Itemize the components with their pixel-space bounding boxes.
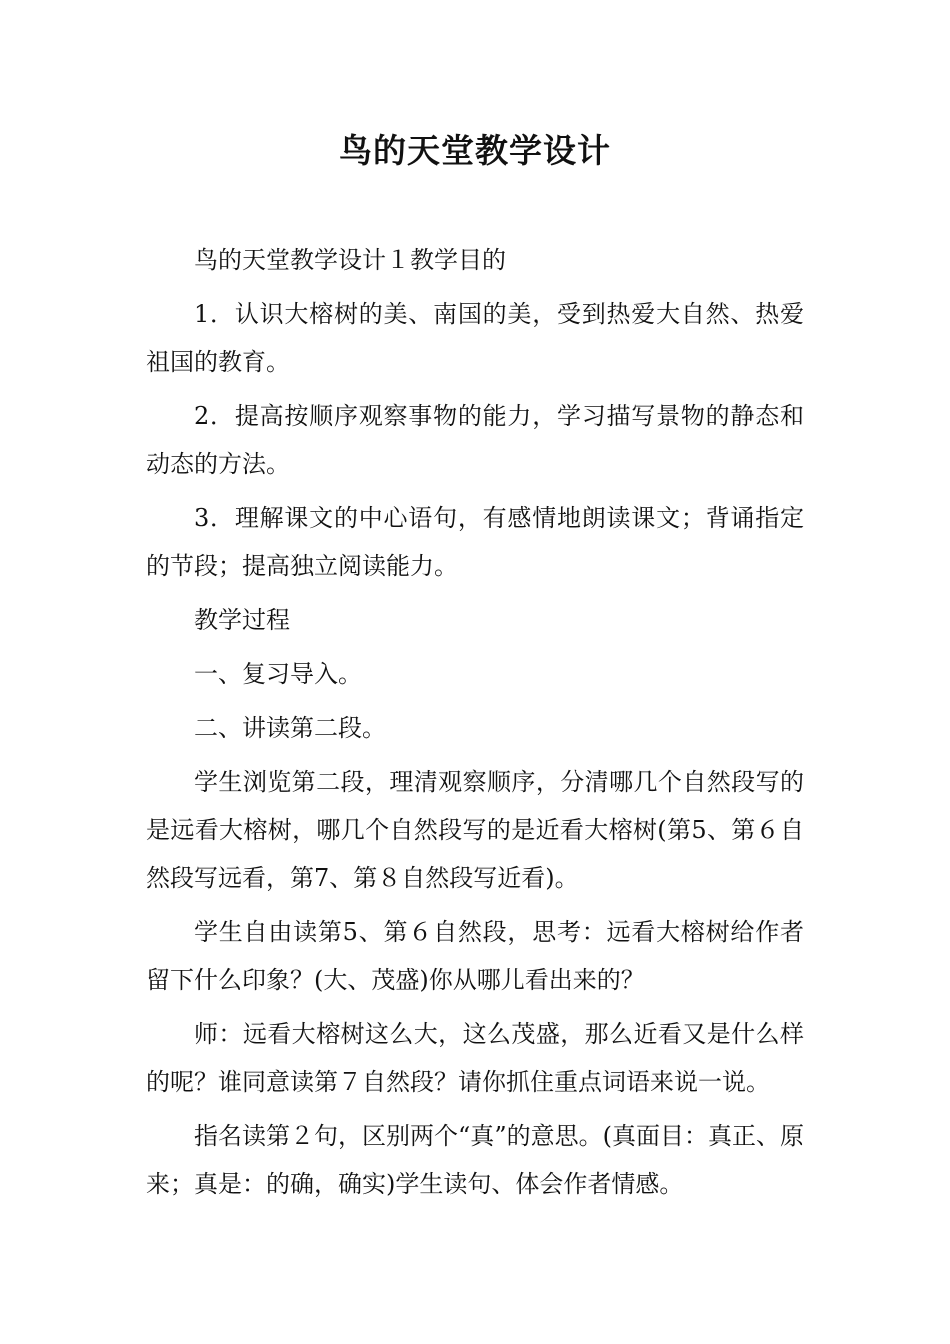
paragraph-goal-3: 3．理解课文的中心语句，有感情地朗读课文；背诵指定的节段；提高独立阅读能力。 bbox=[146, 504, 804, 580]
paragraph-step-2: 二、讲读第二段。 bbox=[194, 714, 386, 742]
paragraph-free-read: 学生自由读第5、第６自然段，思考：远看大榕树给作者留下什么印象？(大、茂盛)你从哪儿看出来的？ bbox=[146, 918, 804, 994]
document-title: 鸟的天堂教学设计 bbox=[339, 131, 611, 170]
paragraph-goal-1: 1．认识大榕树的美、南国的美，受到热爱大自然、热爱祖国的教育。 bbox=[146, 300, 804, 376]
paragraph-browse: 学生浏览第二段，理清观察顺序，分清哪几个自然段写的是远看大榕树，哪几个自然段写的是近看大榕树(第5、第６自然段写远看，第7、第８自然段写近看)。 bbox=[146, 768, 804, 892]
paragraph-heading: 鸟的天堂教学设计１教学目的 bbox=[194, 246, 506, 274]
paragraph-sentence-2: 指名读第２句，区别两个“真”的意思。(真面目：真正、原来；真是：的确，确实)学生读句、体会作者情感。 bbox=[146, 1122, 804, 1198]
document-body bbox=[146, 236, 804, 1208]
paragraph-teacher: 师：远看大榕树这么大，这么茂盛，那么近看又是什么样的呢？谁同意读第７自然段？请你抓住重点词语来说一说。 bbox=[146, 1020, 804, 1096]
paragraph-step-1: 一、复习导入。 bbox=[194, 660, 362, 688]
paragraph-process-heading: 教学过程 bbox=[194, 606, 290, 634]
paragraph-goal-2: 2．提高按顺序观察事物的能力，学习描写景物的静态和动态的方法。 bbox=[146, 402, 804, 478]
